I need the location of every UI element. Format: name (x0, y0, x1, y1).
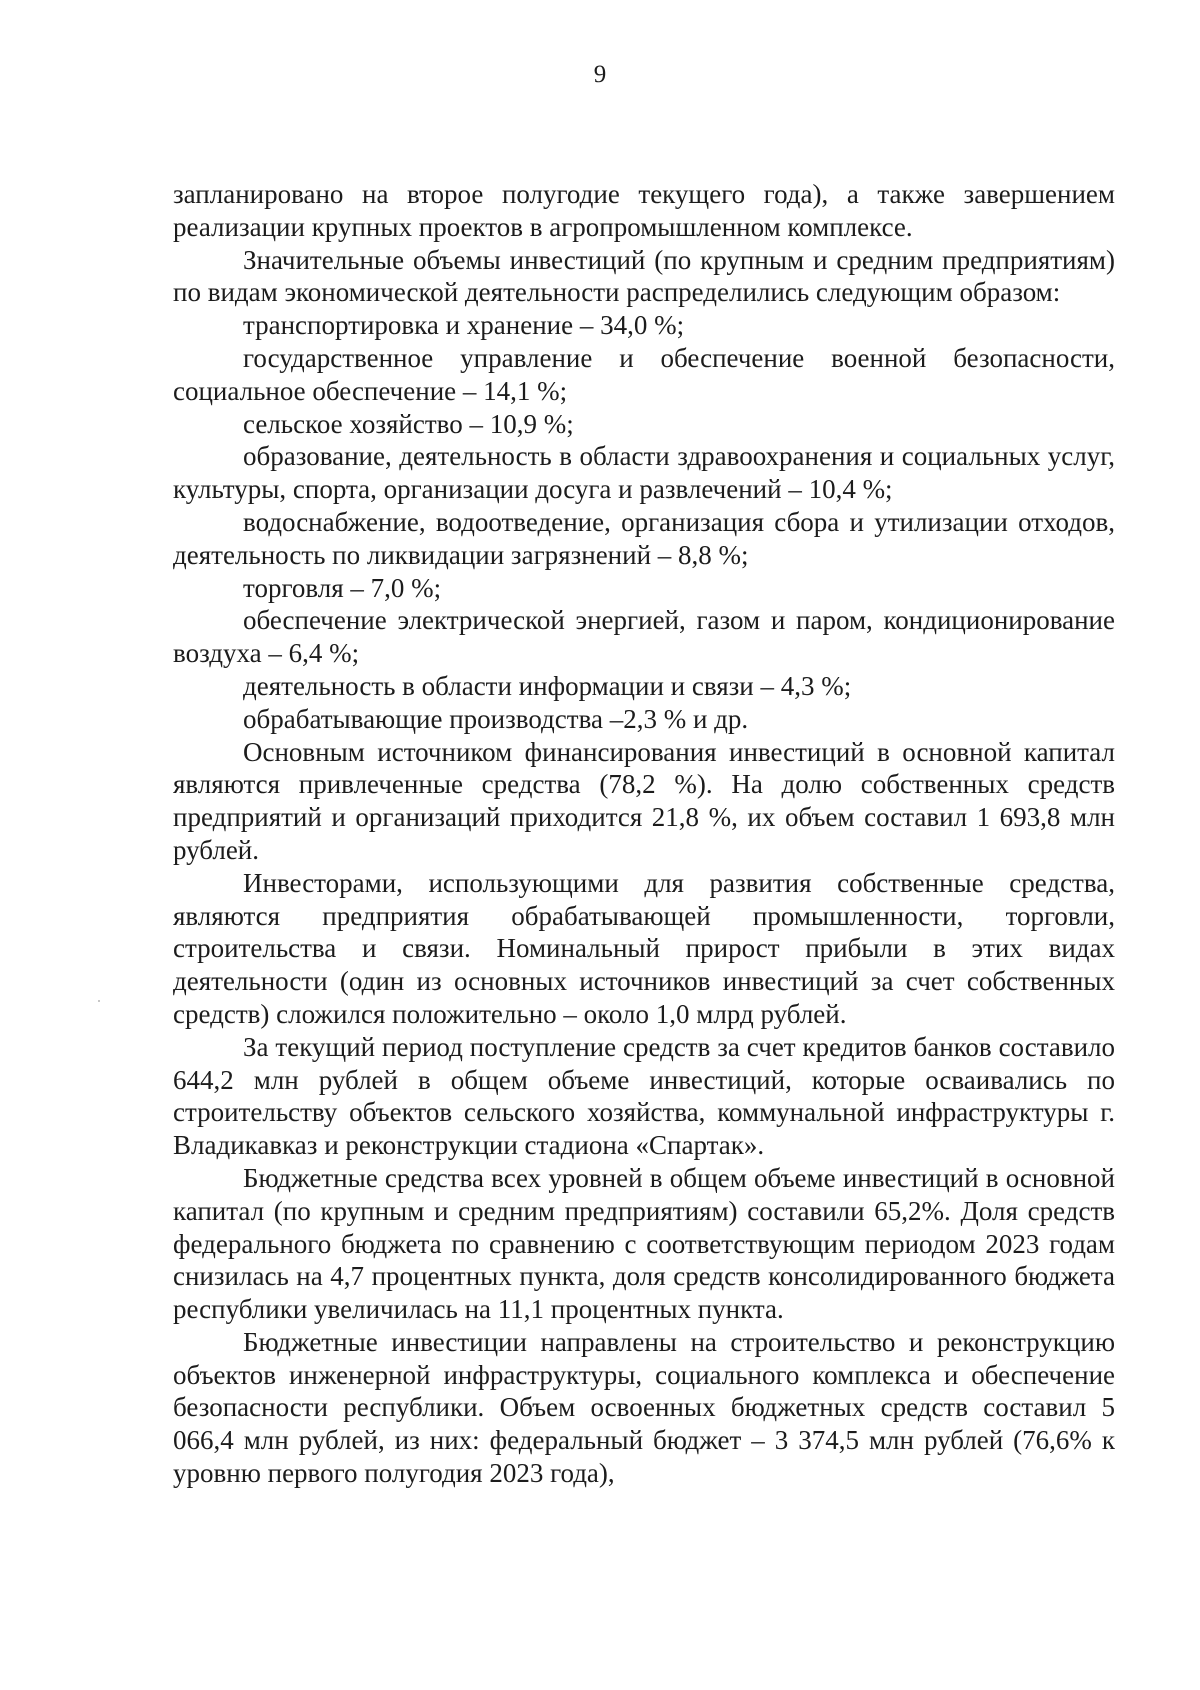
list-item-trade: торговля – 7,0 %; (243, 572, 442, 603)
page-number: 9 (593, 61, 607, 88)
paragraph-budget-investments: Бюджетные инвестиции направлены на строительство и реконструкцию объектов инженерной инфраструктуры, социального комплекса и обеспечение безопасности республики. Объем освоенных бюджетных средств составил 5 066,4 млн рублей, из них: федеральный бюджет – 3 374,5 млн рублей (76,6% к уровню первого полугодия 2023 года), (173, 1326, 1115, 1489)
paragraph-investors: Инвесторами, использующими для развития собственные средства, являются предприятия обрабатывающей промышленности, торговли, строительства и связи. Номинальный прирост прибыли в этих видах деятельности (один из основных источников инвестиций за счет собственных средств) сложился положительно – около 1,0 млрд рублей. (173, 867, 1115, 1029)
list-item-education-health: образование, деятельность в области здравоохранения и социальных услуг, культуры, спорта, организации досуга и развлечений – 10,4 %; (173, 441, 1115, 505)
list-item-information: деятельность в области информации и связи – 4,3 %; (243, 670, 852, 701)
list-item-manufacturing: обрабатывающие производства –2,3 % и др. (243, 703, 749, 734)
list-item-transport: транспортировка и хранение – 34,0 %; (243, 310, 685, 341)
list-item-energy: обеспечение электрической энергией, газом и паром, кондиционирование воздуха – 6,4 %; (173, 605, 1115, 669)
list-item-water-supply: водоснабжение, водоотведение, организация сбора и утилизации отходов, деятельность по ликвидации загрязнений – 8,8 %; (173, 506, 1115, 570)
paragraph-continuation: запланировано на второе полугодие текущего года), а также завершением реализации крупных проектов в агропромышленном комплексе. (173, 179, 1115, 242)
paragraph-budget-funds: Бюджетные средства всех уровней в общем объеме инвестиций в основной капитал (по крупным и средним предприятиям) составили 65,2%. Доля средств федерального бюджета по сравнению с соответствующим периодом 2023 годам снизилась на 4,7 процентных пункта, доля средств консолидированного бюджета республики увеличилась на 11,1 процентных пункта. (173, 1162, 1115, 1325)
scan-speck (98, 1000, 100, 1002)
document-body (173, 178, 1115, 1490)
paragraph-funding-sources: Основным источником финансирования инвестиций в основной капитал являются привлеченные средства (78,2 %). На долю собственных средств предприятий и организаций приходится 21,8 %, их объем составил 1 693,8 млн рублей. (173, 736, 1115, 865)
paragraph-bank-credits: За текущий период поступление средств за счет кредитов банков составило 644,2 млн рублей в общем объеме инвестиций, которые осваивались по строительству объектов сельского хозяйства, коммунальной инфраструктуры г. Владикавказ и реконструкции стадиона «Спартак». (173, 1031, 1115, 1161)
paragraph-investment-volumes: Значительные объемы инвестиций (по крупным и средним предприятиям) по видам экономической деятельности распределились следующим образом: (173, 244, 1115, 308)
list-item-public-administration: государственное управление и обеспечение военной безопасности, социальное обеспечение – 14,1 %; (173, 342, 1115, 406)
list-item-agriculture: сельское хозяйство – 10,9 %; (243, 408, 574, 439)
